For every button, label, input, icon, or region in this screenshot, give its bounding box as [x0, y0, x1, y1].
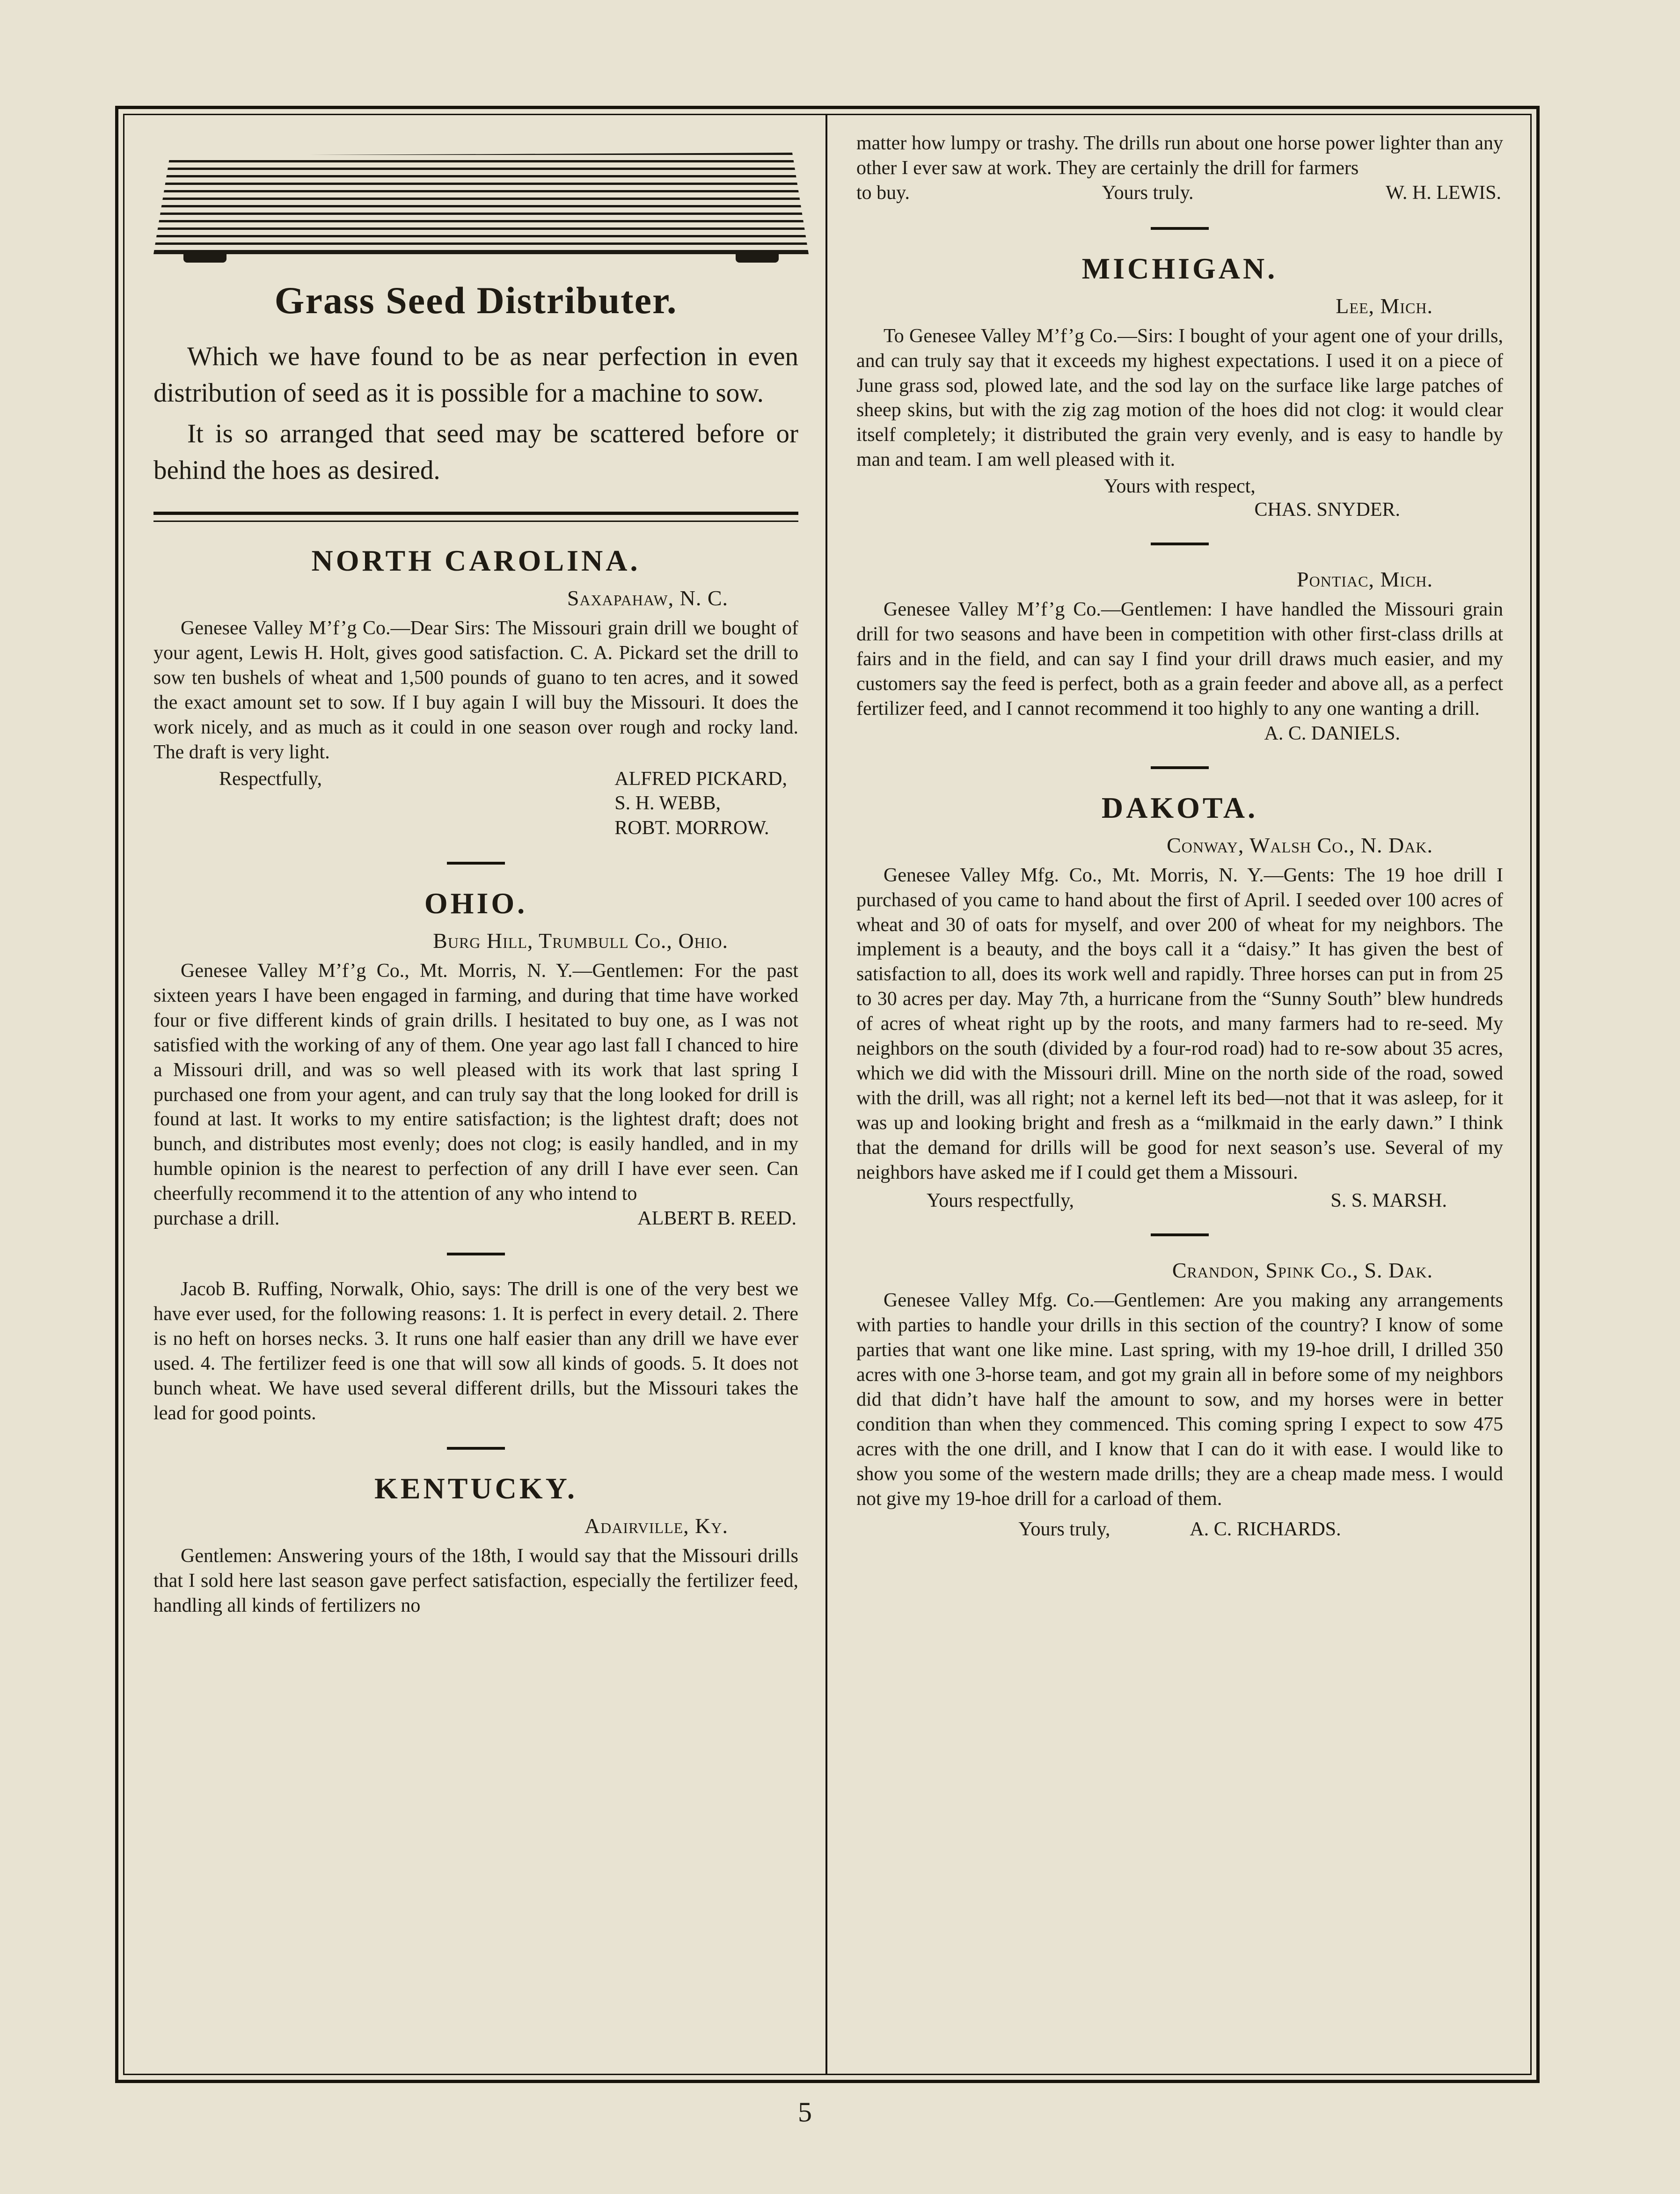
letter-body-crandon: Genesee Valley Mfg. Co.—Gentlemen: Are you making any arrangements with parties to handle your drills in this section of the country? I know of some parties that want one like mine. Last spring, with my 19-hoe drill, I drilled 350 acres with one 3-horse team, and got my grain all in before some of my neighbors did that didn’t have half the amount to sow, and my horses were in better condition than when they commenced. This coming spring I expect to sow 475 acres with the one drill, and I know that I can do it with ease. I would like to show you some of the western made drills; they are a cheap made mess. I would not give my 19-hoe drill for a carload of them.: [856, 1290, 1503, 1510]
signature-s-h-webb: S. H. WEBB,: [614, 792, 721, 814]
signature-row-crandon: [856, 1512, 1503, 1541]
letter-tail-text: purchase a drill.: [153, 1208, 280, 1230]
section-title-kentucky: KENTUCKY.: [374, 1472, 577, 1505]
signature-a-c-richards: A. C. RICHARDS.: [1190, 1518, 1341, 1540]
dateline-crandon: Crandon, Spink Co., S. Dak.: [1172, 1258, 1433, 1283]
double-rule-divider: [153, 512, 798, 522]
section-divider: [1151, 227, 1209, 230]
letter-tail-text: to buy.: [856, 182, 910, 204]
signature-alfred-pickard: ALFRED PICKARD,: [614, 768, 787, 790]
left-column: [124, 115, 827, 2074]
section-divider: [1151, 543, 1209, 545]
signature-names: [614, 767, 787, 841]
signature-s-s-marsh: S. S. MARSH.: [1330, 1190, 1447, 1212]
letter-body-north-carolina: Genesee Valley M’f’g Co.—Dear Sirs: The Missouri grain drill we bought of your agent, Lewis H. Holt, gives good satisfaction. C. A. Pickard set the drill to sow ten bushels of wheat and 1,500 pounds of guano to ten acres, and it sowed the exact amount set to sow. If I buy again I will buy the Missouri. It does the work nicely, and as much as it could in one season over rough and rocky land. The draft is very light.: [153, 617, 798, 763]
letter-body-ohio: Genesee Valley M’f’g Co., Mt. Morris, N. Y.—Gentlemen: For the past sixteen years I have been engaged in farming, and during that time have worked four or five different kinds of grain drills. I hesitated to buy one, as I was not satisfied with the working of any of them. One year ago last fall I chanced to hire a Missouri drill, and was so well pleased with its work that last spring I purchased one from your agent, and can truly say that the long looked for drill is found at last. It works to my entire satisfaction; is the lightest draft; does not bunch, and distributes most evenly; does not clog; is easily handled, and in my humble opinion is the nearest to perfection of any drill I have ever seen. Can cheerfully recommend it to the attention of any who intend to: [153, 960, 798, 1205]
sign-off-yours-truly: Yours truly.: [1102, 182, 1194, 204]
dateline-adairville: Adairville, Ky.: [584, 1514, 728, 1538]
distributor-slats-engraving: [153, 153, 809, 254]
sign-off-respectfully: Respectfully,: [219, 768, 322, 790]
section-title-ohio: OHIO.: [424, 887, 528, 920]
masthead-paragraph-2: It is so arranged that seed may be scattered before or behind the hoes as desired.: [153, 419, 798, 485]
dateline-lee: Lee, Mich.: [1336, 294, 1433, 318]
letter-body-kentucky: Gentlemen: Answering yours of the 18th, I would say that the Missouri drills that I sold here last season gave perfect satisfaction, especially the fertilizer feed, handling all kinds of fertilizers no: [153, 1545, 798, 1617]
section-divider: [447, 1447, 505, 1450]
letter-tail-kentucky: [856, 181, 1503, 205]
dateline-conway: Conway, Walsh Co., N. Dak.: [1167, 833, 1433, 857]
dateline-saxapahaw: Saxapahaw, N. C.: [567, 586, 728, 610]
section-divider: [1151, 766, 1209, 769]
signature-block-north-carolina: [153, 765, 798, 841]
section-title-dakota: DAKOTA.: [1101, 791, 1258, 824]
masthead-title: Grass Seed Distributer.: [274, 279, 678, 322]
section-divider: [1151, 1233, 1209, 1236]
signature-robt-morrow: ROBT. MORROW.: [614, 817, 769, 839]
signature-a-c-daniels: A. C. DANIELS.: [1264, 722, 1400, 744]
page-frame-inner: [123, 114, 1532, 2075]
page-number: 5: [798, 2097, 812, 2128]
sign-off-yours-truly: Yours truly,: [1018, 1518, 1110, 1540]
masthead-paragraph-1: Which we have found to be as near perfection in even distribution of seed as it is possible for a machine to sow.: [153, 342, 798, 408]
section-divider: [447, 1253, 505, 1255]
grass-seed-distributor-illustration: [153, 153, 809, 254]
section-divider: [447, 862, 505, 865]
dateline-burg-hill: Burg Hill, Trumbull Co., Ohio.: [433, 929, 728, 953]
signature-w-h-lewis: W. H. LEWIS.: [1386, 182, 1501, 204]
sign-off-yours-with-respect: Yours with respect,: [1104, 476, 1256, 498]
letter-body-lee: To Genesee Valley M’f’g Co.—Sirs: I bought of your agent one of your drills, and can truly say that it exceeds my highest expectations. I used it on a piece of June grass sod, plowed late, and the sod lay on the surface like large patches of sheep skins, but with the zig zag motion of the hoes did not clog: it would clear itself completely; it distributed the grain very evenly, and is easy to handle by man and team. I am well pleased with it.: [856, 325, 1503, 471]
section-title-michigan: MICHIGAN.: [1081, 251, 1278, 285]
signature-albert-reed: ALBERT B. REED.: [637, 1208, 796, 1230]
letter-tail-ohio: [153, 1206, 798, 1231]
letter-body-ruffing: Jacob B. Ruffing, Norwalk, Ohio, says: The drill is one of the very best we have ever used, for the following reasons: 1. It is perfect in every detail. 2. There is no heft on horses necks. 3. It runs one half easier than any drill we have ever used. 4. The fertilizer feed is one that will sow all kinds of goods. 5. It does not bunch wheat. We have used several different drills, but the Missouri takes the lead for good points.: [153, 1278, 798, 1424]
signature-chas-snyder: CHAS. SNYDER.: [1254, 499, 1400, 521]
letter-body-conway: Genesee Valley Mfg. Co., Mt. Morris, N. Y.—Gents: The 19 hoe drill I purchased of you came to hand about the first of April. I seeded over 100 acres of wheat and 30 of oats for myself, and over 200 of wheat for my neighbors. The implement is a beauty, and the boys call it a “daisy.” It has given the best of satisfaction to all, does its work well and rapidly. Three horses can put in from 25 to 30 acres per day. May 7th, a hurricane from the “Sunny South” blew hundreds of acres of wheat right up by the roots, and many farmers had to re-seed. My neighbors on the south (divided by a four-rod road) had to re-sow about 35 acres, which we did with the Missouri drill. Mine on the north side of the road, sowed with the drill, was all right; not a kernel left its bed—not that it was asleep, for it was up and looking bright and fresh as a “milkmaid in the early dawn.” I think that the demand for drills will be good for next season’s use. Several of my neighbors have asked me if I could get them a Missouri.: [856, 864, 1503, 1183]
right-column: [827, 115, 1530, 2074]
section-title-north-carolina: NORTH CAROLINA.: [311, 544, 641, 578]
signature-row-conway: [856, 1185, 1503, 1212]
letter-body-pontiac: Genesee Valley M’f’g Co.—Gentlemen: I have handled the Missouri grain drill for two seasons and have been in competition with other first-class drills at fairs and in the field, and can say I find your drill draws much easier, and my customers say the feed is perfect, both as a grain feeder and above all, as a perfect fertilizer feed, and I cannot recommend it too highly to any one wanting a drill.: [856, 599, 1503, 719]
letter-body-kentucky-continued: matter how lumpy or trashy. The drills run about one horse power lighter than any other I ever saw at work. They are certainly the drill for farmers: [856, 132, 1503, 179]
page-frame: [115, 106, 1540, 2083]
dateline-pontiac: Pontiac, Mich.: [1297, 567, 1433, 592]
sign-off-yours-respectfully: Yours respectfully,: [927, 1190, 1074, 1212]
